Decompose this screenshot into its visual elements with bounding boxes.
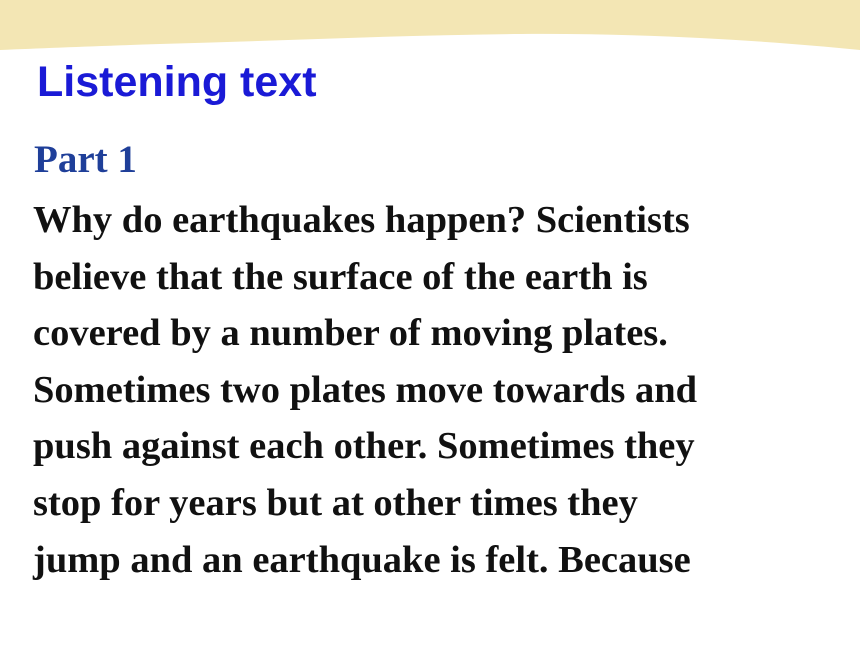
passage-line: Sometimes two plates move towards and (33, 368, 698, 411)
passage-line: covered by a number of moving plates. (33, 312, 668, 355)
passage-line: Why do earthquakes happen? Scientists (33, 199, 690, 241)
passage-text (33, 192, 697, 588)
part-heading: Part 1 (34, 138, 137, 181)
passage-line: push against each other. Sometimes they (33, 425, 695, 468)
passage-line: jump and an earthquake is felt. Because (33, 538, 691, 581)
passage-line: believe that the surface of the earth is (33, 255, 648, 298)
header-band (0, 0, 860, 60)
passage-line: stop for years but at other times they (33, 481, 638, 524)
slide-title: Listening text (37, 58, 317, 106)
header-band-shape (0, 0, 860, 50)
